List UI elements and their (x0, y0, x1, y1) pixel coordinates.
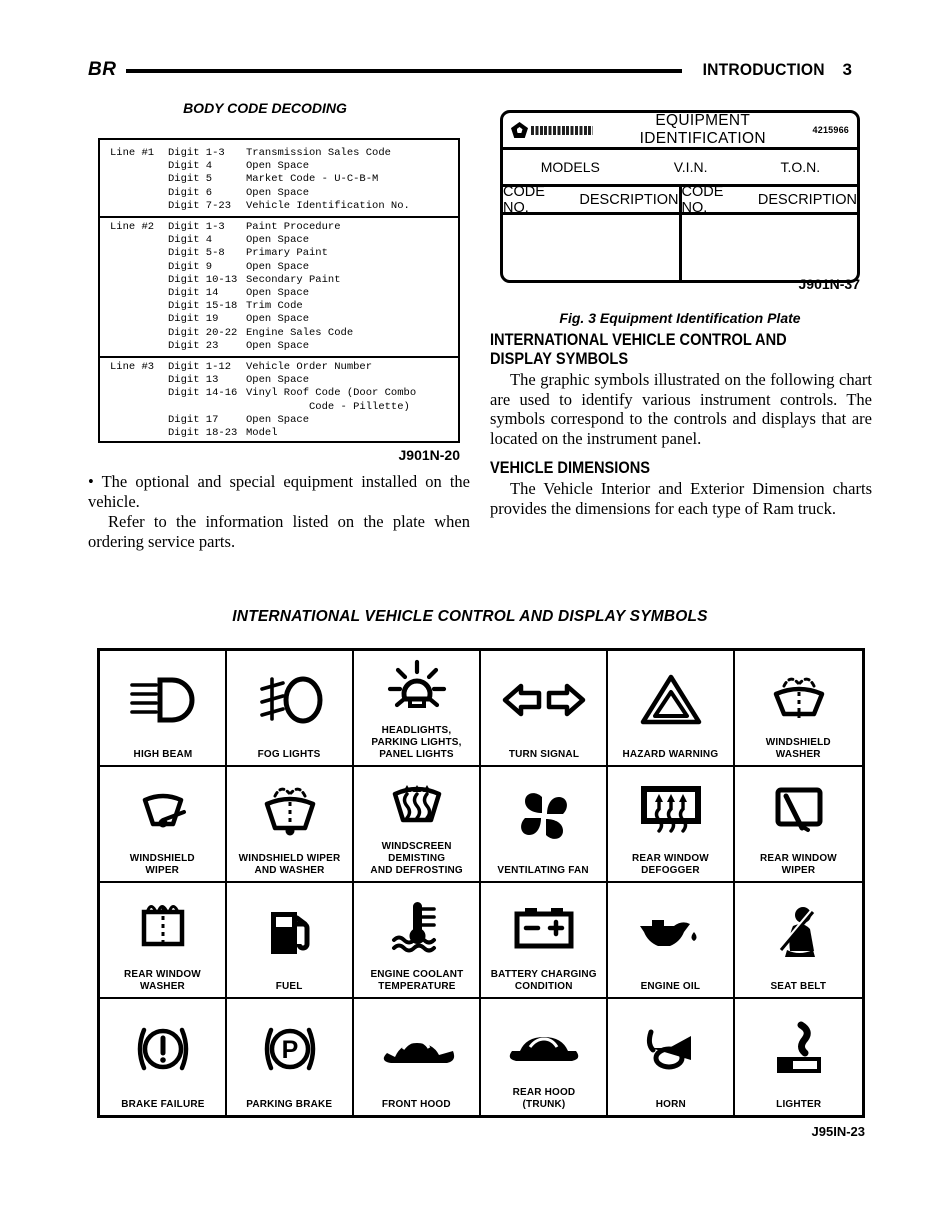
body-code-description: Vehicle Order Number (246, 361, 373, 374)
symbol-chart-title: INTERNATIONAL VEHICLE CONTROL AND DISPLAY SYMBOLS (232, 608, 708, 625)
body-code-line: Line #3 (110, 361, 155, 374)
body-code-row (110, 187, 458, 200)
turn-signal-icon (481, 651, 606, 748)
symbol-label: WINDSHIELD WIPER AND WASHER (238, 852, 341, 876)
symbol-cell (481, 651, 608, 767)
header-rule (126, 69, 681, 73)
body-code-row (110, 221, 458, 234)
body-code-description: Open Space (246, 234, 310, 247)
fuel-icon (227, 883, 352, 980)
body-code-group (100, 356, 458, 443)
body-code-description: Transmission Sales Code (246, 147, 391, 159)
plate-code-body-left (503, 215, 679, 283)
symbol-label: HORN (655, 1098, 686, 1110)
body-code-description: Model (246, 427, 278, 440)
symbol-cell (227, 999, 354, 1115)
body-code-description: Paint Procedure (246, 221, 341, 234)
body-code-group (100, 216, 458, 356)
parking-brake-icon (227, 999, 352, 1098)
headlights-parking-panel-lights-icon (354, 651, 479, 724)
engine-coolant-temperature-icon (354, 883, 479, 968)
symbol-cell (481, 999, 608, 1115)
symbol-cell (100, 999, 227, 1115)
symbol-cell (608, 883, 735, 999)
body-code-digit: Digit 9 (168, 260, 213, 273)
rear-hood-trunk-icon (481, 999, 606, 1086)
symbol-cell (608, 651, 735, 767)
body-code-description: Open Space (246, 339, 310, 352)
plate-code-body (503, 215, 857, 283)
symbol-cell (735, 883, 862, 999)
body-code-line (110, 200, 168, 213)
body-code-digit: Digit 18-23 (168, 427, 238, 440)
symbol-cell (354, 767, 481, 883)
body-code-description: Trim Code (246, 300, 303, 313)
body-code-line: Line #1 (110, 147, 155, 159)
body-code-description: Vinyl Roof Code (Door Combo (246, 387, 417, 400)
body-code-digit: Digit 13 (168, 374, 219, 387)
horn-icon (608, 999, 733, 1098)
body-code-digit: Digit 23 (168, 339, 219, 352)
body-code-line (110, 374, 168, 387)
symbol-label: BRAKE FAILURE (120, 1098, 205, 1110)
lighter-icon (735, 999, 862, 1098)
body-code-row (110, 147, 458, 160)
figure-3-caption: Fig. 3 Equipment Identification Plate (559, 310, 801, 326)
body-code-digit: Digit 10-13 (168, 273, 238, 286)
body-code-line (110, 261, 168, 274)
body-code-description: Vehicle Identification No. (246, 199, 410, 212)
body-code-table (98, 138, 460, 443)
symbol-label: PARKING BRAKE (246, 1098, 333, 1110)
body-code-row (110, 401, 458, 414)
symbol-label: REAR WINDOW WASHER (124, 968, 201, 992)
body-code-description: Open Space (246, 374, 310, 387)
body-code-description: Open Space (246, 287, 310, 300)
svg-text:P: P (281, 1035, 298, 1064)
plate-models-row (503, 150, 857, 184)
plate-figure-id: J901N-37 (798, 276, 860, 292)
body-code-digit: Digit 17 (168, 413, 219, 426)
body-code-description: Open Space (246, 313, 310, 326)
symbol-label: REAR WINDOW DEFOGGER (632, 852, 709, 876)
body-code-digit: Digit 5-8 (168, 247, 225, 260)
ventilating-fan-icon (481, 767, 606, 864)
body-code-digit: Digit 4 (168, 160, 213, 173)
windshield-wiper-and-washer-icon (227, 767, 352, 852)
body-code-digit: Digit 1-3 (168, 221, 225, 234)
symbol-label: FOG LIGHTS (258, 748, 321, 760)
symbol-cell (100, 651, 227, 767)
equipment-bullet: • The optional and special equipment installed on the vehicle. (88, 472, 470, 511)
code-no-label-left: CODE NO. (503, 183, 545, 216)
symbol-label: LIGHTER (775, 1098, 822, 1110)
body-code-row (110, 261, 458, 274)
body-code-digit: Digit 19 (168, 313, 219, 326)
body-code-description: Open Space (246, 160, 310, 173)
section-title: INTRODUCTION (702, 60, 825, 79)
body-code-row (110, 313, 458, 326)
symbol-cell (735, 999, 862, 1115)
body-code-description: Open Space (246, 186, 310, 199)
body-code-digit: Digit 7-23 (168, 199, 232, 212)
body-code-digit: Digit 20-22 (168, 326, 238, 339)
symbol-label: FRONT HOOD (382, 1098, 451, 1110)
plate-code-header-right (679, 183, 858, 216)
symbol-cell (354, 883, 481, 999)
body-code-group (100, 144, 458, 216)
body-code-line (110, 187, 168, 200)
plate-vin-label: V.I.N. (673, 159, 708, 175)
body-code-line (110, 160, 168, 173)
plate-code-header (503, 184, 857, 215)
symbol-label: TURN SIGNAL (508, 748, 579, 760)
heading-international-symbols: INTERNATIONAL VEHICLE CONTROL AND DISPLAY SYMBOLS (490, 330, 787, 368)
symbol-cell (100, 767, 227, 883)
symbol-cell (227, 883, 354, 999)
symbol-label: ENGINE OIL (640, 980, 701, 992)
body-code-figure-id: J901N-20 (398, 447, 460, 463)
body-code-line (110, 414, 168, 427)
right-column (490, 330, 872, 528)
symbol-cell (354, 651, 481, 767)
body-code-row (110, 234, 458, 247)
symbol-label: VENTILATING FAN (497, 864, 590, 876)
body-code-digit: Digit 4 (168, 234, 213, 247)
body-code-digit: Digit 1-12 (168, 361, 232, 374)
symbol-cell (608, 767, 735, 883)
body-code-row (110, 287, 458, 300)
description-label-left: DESCRIPTION (579, 191, 679, 208)
body-code-row (110, 327, 458, 340)
symbol-cell (735, 767, 862, 883)
body-code-line (110, 247, 168, 260)
brake-failure-icon (100, 999, 225, 1098)
body-code-line (110, 327, 168, 340)
symbol-label: HEADLIGHTS, PARKING LIGHTS, PANEL LIGHTS (371, 724, 462, 760)
body-code-line (110, 300, 168, 313)
body-code-description: Code - Pillette) (246, 400, 410, 413)
symbol-label: REAR HOOD (TRUNK) (512, 1086, 575, 1110)
body-code-row (110, 274, 458, 287)
hazard-warning-icon (608, 651, 733, 748)
body-code-description: Engine Sales Code (246, 326, 354, 339)
symbol-cell (354, 999, 481, 1115)
plate-title: EQUIPMENT IDENTIFICATION (639, 112, 766, 147)
symbol-label: ENGINE COOLANT TEMPERATURE (369, 968, 463, 992)
body-code-digit: Digit 14-16 (168, 387, 238, 400)
symbol-label: HIGH BEAM (133, 748, 192, 760)
symbol-cell (735, 651, 862, 767)
plate-header (503, 113, 857, 150)
body-code-row (110, 340, 458, 353)
body-code-description: Open Space (246, 260, 310, 273)
body-code-line (110, 387, 168, 400)
code-no-label-right: CODE NO. (681, 183, 724, 216)
body-code-digit: Digit 15-18 (168, 300, 238, 313)
body-code-line (110, 427, 168, 440)
symbol-label: HAZARD WARNING (622, 748, 719, 760)
body-code-description: Market Code - U-C-B-M (246, 173, 379, 186)
body-code-row (110, 361, 458, 374)
service-parts-note: Refer to the information listed on the plate when ordering service parts. (88, 512, 470, 551)
body-code-row (110, 374, 458, 387)
rear-window-defogger-icon (608, 767, 733, 852)
body-code-digit: Digit 14 (168, 287, 219, 300)
body-code-line (110, 234, 168, 247)
description-label-right: DESCRIPTION (757, 191, 857, 208)
body-code-description: Primary Paint (246, 247, 328, 260)
body-code-row (110, 387, 458, 400)
symbol-label: BATTERY CHARGING CONDITION (490, 968, 597, 992)
body-code-row (110, 300, 458, 313)
page-header (88, 55, 852, 85)
high-beam-icon (100, 651, 225, 748)
rear-window-washer-icon (100, 883, 225, 968)
body-code-row (110, 427, 458, 440)
battery-charging-condition-icon (481, 883, 606, 968)
body-code-row (110, 200, 458, 213)
symbol-cell (100, 883, 227, 999)
body-code-digit (168, 401, 246, 414)
body-code-description: Open Space (246, 413, 310, 426)
body-code-description: Secondary Paint (246, 273, 341, 286)
engine-oil-icon (608, 883, 733, 980)
windshield-wiper-icon (100, 767, 225, 852)
plate-ton-label: T.O.N. (780, 159, 821, 175)
plate-models-label: MODELS (540, 159, 600, 175)
body-code-line (110, 173, 168, 186)
body-code-row (110, 173, 458, 186)
paragraph-symbols: The graphic symbols illustrated on the following chart are used to identify various instrument controls. The symbols correspond to the controls and displays that are located on the instrument panel. (490, 370, 872, 448)
symbol-label: REAR WINDOW WIPER (760, 852, 837, 876)
page-number: 3 (842, 60, 852, 79)
symbol-label: SEAT BELT (770, 980, 827, 992)
pentastar-logo-icon (511, 122, 528, 138)
manual-code: BR (88, 59, 117, 80)
body-code-digit: Digit 5 (168, 173, 213, 186)
symbol-cell (227, 651, 354, 767)
body-code-line: Line #2 (110, 221, 155, 234)
windscreen-demisting-defrosting-icon (354, 767, 479, 840)
front-hood-icon (354, 999, 479, 1098)
body-code-row (110, 160, 458, 173)
body-code-line (110, 274, 168, 287)
symbol-cell (227, 767, 354, 883)
symbol-label: WINDSCREEN DEMISTING AND DEFROSTING (370, 840, 463, 876)
symbol-cell (608, 999, 735, 1115)
symbol-chart-grid (97, 648, 865, 1118)
symbol-chart-figure-id: J95IN-23 (811, 1124, 865, 1139)
body-code-row (110, 414, 458, 427)
body-code-line (110, 340, 168, 353)
body-code-digit: Digit 6 (168, 186, 213, 199)
symbol-label: WINDSHIELD WIPER (129, 852, 196, 876)
plate-part-number: 4215966 (812, 125, 849, 135)
body-code-row (110, 247, 458, 260)
body-code-line (110, 287, 168, 300)
rear-window-wiper-icon (735, 767, 862, 852)
plate-code-header-left (503, 183, 679, 216)
body-code-title: BODY CODE DECODING (183, 100, 347, 116)
left-prose (88, 472, 470, 551)
symbol-cell (481, 767, 608, 883)
symbol-label: WINDSHIELD WASHER (765, 736, 832, 760)
symbol-label: FUEL (276, 980, 303, 992)
equipment-identification-plate (500, 110, 860, 283)
body-code-line (110, 401, 168, 414)
heading-vehicle-dimensions: VEHICLE DIMENSIONS (490, 458, 651, 477)
seat-belt-icon (735, 883, 862, 980)
paragraph-dimensions: The Vehicle Interior and Exterior Dimension charts provides the dimensions for each type of Ram truck. (490, 479, 872, 518)
body-code-digit: Digit 1-3 (168, 147, 225, 159)
plate-code-body-right (679, 215, 858, 283)
body-code-line (110, 313, 168, 326)
brand-wordmark-icon (531, 126, 593, 135)
fog-lights-icon (227, 651, 352, 748)
symbol-cell (481, 883, 608, 999)
windshield-washer-icon (735, 651, 862, 736)
